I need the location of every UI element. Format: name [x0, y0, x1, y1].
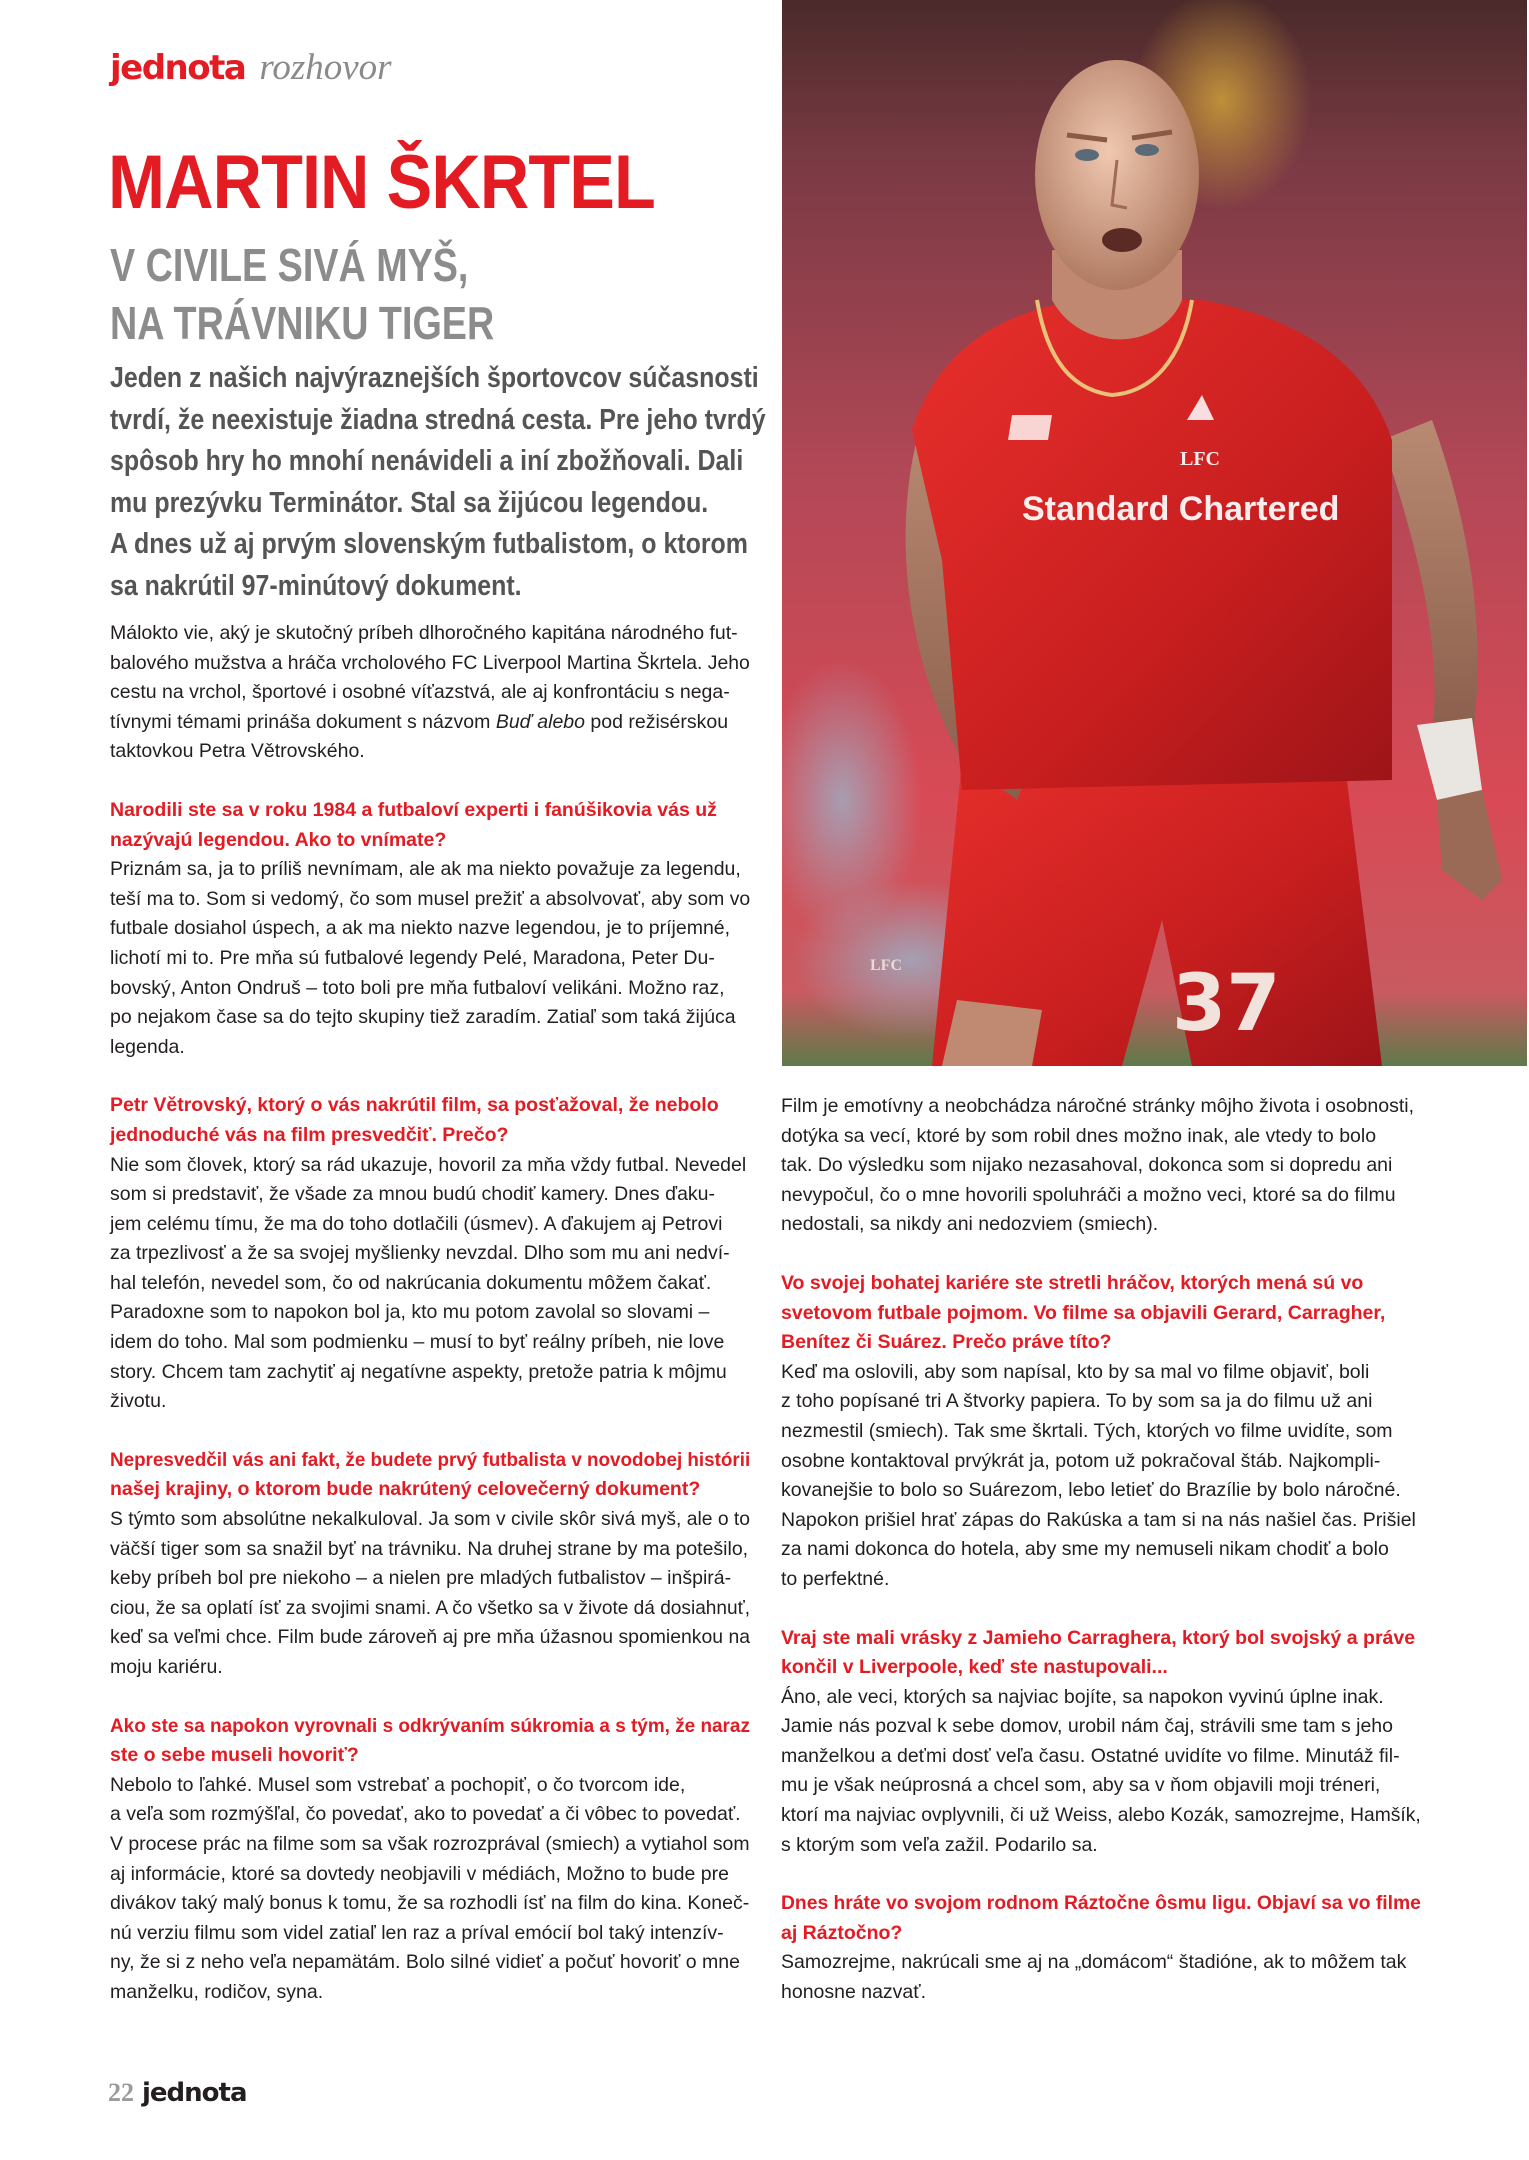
- answer-line: manželku, rodičov, syna.: [110, 1980, 324, 2003]
- article-subtitle: [110, 236, 494, 352]
- text-line: cestu na vrchol, športové i osobné víťazstvá, ale aj konfrontáciu s nega-: [110, 681, 730, 704]
- interview-answer: [781, 1683, 1421, 1861]
- answer-line: moju kariéru.: [110, 1656, 223, 1678]
- answer-line: nezmestil (smiech). Tak sme škrtali. Tých, ktorých vo filme uvidíte, som: [781, 1419, 1393, 1442]
- qa-block: [781, 1624, 1421, 1861]
- player-photo-illustration: [782, 0, 1527, 1066]
- answer-line: väčší tiger som sa snažil byť na trávniku. Na druhej strane by ma potešilo,: [110, 1537, 749, 1560]
- lead-line: sa nakrútil 97-minútový dokument.: [110, 569, 522, 602]
- answer-line: ciou, že sa oplatí ísť za svojimi snami. A čo všetko sa v živote dá dosiahnuť,: [110, 1596, 751, 1619]
- answer-line: legenda.: [110, 1035, 185, 1058]
- answer-line: lichotí mi to. Pre mňa sú futbalové legendy Pelé, Maradona, Peter Du-: [110, 946, 715, 969]
- qa-block: [781, 1889, 1421, 2007]
- masthead-brand-logo: jednota: [110, 48, 246, 88]
- question-line: Nepresvedčil vás ani fakt, že budete prvý futbalista v novodobej histórii: [110, 1448, 751, 1471]
- interview-question: [110, 796, 750, 855]
- interview-question: [781, 1269, 1421, 1358]
- film-title: Buď alebo: [495, 710, 585, 733]
- answer-line: za nami dokonca do hotela, aby sme my nemuseli nikam chodiť a bolo: [781, 1538, 1389, 1561]
- shorts-number: 37: [1172, 959, 1281, 1049]
- answer-line: životu.: [110, 1390, 167, 1413]
- intro-paragraph: [110, 619, 750, 767]
- text-line: dotýka sa vecí, ktoré by som robil dnes možno inak, ale vtedy to bolo: [781, 1124, 1377, 1147]
- text-line: tak. Do výsledku som nijako nezasahoval, dokonca som si dopredu ani: [781, 1154, 1393, 1177]
- answer-line: som si predstaviť, že všade za mnou budú chodiť kamery. Dnes ďaku-: [110, 1183, 716, 1206]
- new-balance-logo-icon: [1008, 415, 1052, 440]
- answer-line: jem celému tímu, že ma do toho dotlačili (úsmev). A ďakujem aj Petrovi: [110, 1212, 723, 1235]
- answer-line: s ktorým som veľa zažil. Podarilo sa.: [781, 1833, 1098, 1856]
- answer-line: po nejakom čase sa do tejto skupiny tiež zaradím. Zatiaľ som taká žijúca: [110, 1006, 736, 1029]
- answer-line: bovský, Anton Ondruš – toto boli pre mňa futbaloví velikáni. Možno raz,: [110, 976, 725, 999]
- masthead: [110, 46, 392, 96]
- answer-line: Napokon prišiel hrať zápas do Rakúska a tam si na nás našiel čas. Prišiel: [781, 1508, 1416, 1531]
- answer-line: teší ma to. Som si vedomý, čo som musel prežiť a absolvovať, aby som vo: [110, 887, 751, 910]
- crest-text: LFC: [1180, 448, 1220, 470]
- answer-line: a veľa som rozmýšľal, čo povedať, ako to povedať a či vôbec to povedať.: [110, 1803, 741, 1826]
- question-line: svetovom futbale pojmom. Vo filme sa objavili Gerard, Carragher,: [781, 1301, 1386, 1324]
- answer-line: nú verziu filmu som videl zatiaľ len raz a príval emócií bol taký intenzív-: [110, 1921, 724, 1944]
- answer-line: story. Chcem tam zachytiť aj negatívne aspekty, pretože patria k môjmu: [110, 1360, 727, 1383]
- answer-line: idem do toho. Mal som podmienku – musí to byť reálny príbeh, nie love: [110, 1331, 725, 1354]
- question-line: Benítez či Suárez. Prečo práve títo?: [781, 1331, 1112, 1354]
- text-segment: tívnymi témami prináša dokument s názvom: [110, 710, 496, 733]
- question-line: aj Ráztočno?: [781, 1921, 903, 1944]
- answer-line: ktorí ma najviac ovplyvnili, či už Weiss, alebo Kozák, samozrejme, Hamšík,: [781, 1804, 1421, 1827]
- page-footer: [108, 2078, 247, 2108]
- qa-list-right: [781, 1269, 1421, 2008]
- answer-line: V procese prác na filme som sa však rozrozprával (smiech) a vytiahol som: [110, 1832, 750, 1855]
- left-column: [110, 619, 750, 2037]
- text-line: [110, 708, 750, 738]
- right-column: [781, 1092, 1421, 2037]
- answer-line: Nebolo to ľahké. Musel som vstrebať a pochopiť, o čo tvorcom ide,: [110, 1773, 686, 1796]
- answer-line: Keď ma oslovili, aby som napísal, kto by sa mal vo filme objaviť, boli: [781, 1360, 1370, 1383]
- masthead-section-label: rozhovor: [259, 47, 392, 88]
- interview-question: [110, 1712, 750, 1771]
- text-line: nevypočul, čo o mne hovorili spoluhráči a možno veci, ktoré sa do filmu: [781, 1183, 1396, 1206]
- answer-line: futbale dosiahol úspech, a ak ma niekto nazve legendou, je to príjemné,: [110, 917, 731, 940]
- interview-question: [110, 1091, 750, 1150]
- answer-line: Priznám sa, ja to príliš nevnímam, ale ak ma niekto považuje za legendu,: [110, 858, 741, 881]
- qa-block: [110, 796, 750, 1062]
- question-line: Vraj ste mali vrásky z Jamieho Carraghera, ktorý bol svojský a práve: [781, 1626, 1416, 1649]
- article-lead: [110, 358, 766, 607]
- text-line: nedostali, sa nikdy ani nedozviem (smiech).: [781, 1213, 1159, 1236]
- question-line: jednoduché vás na film presvedčiť. Prečo?: [110, 1123, 509, 1146]
- question-line: našej krajiny, o ktorom bude nakrútený celovečerný dokument?: [110, 1478, 701, 1501]
- text-line: taktovkou Petra Větrovského.: [110, 740, 365, 763]
- lead-line: Jeden z našich najvýraznejších športovcov súčasnosti: [110, 362, 759, 394]
- qa-block: [110, 1712, 750, 2008]
- interview-answer: [781, 1948, 1421, 2007]
- answer-line: aj informácie, ktoré sa dovtedy neobjavili v médiách, Možno to bude pre: [110, 1862, 729, 1885]
- player-photo: [782, 0, 1527, 1066]
- text-line: balového mužstva a hráča vrcholového FC Liverpool Martina Škrtela. Jeho: [110, 651, 750, 674]
- subtitle-line: NA TRÁVNIKU TIGER: [110, 297, 495, 349]
- qa-block: [781, 1269, 1421, 1595]
- answer-line: honosne nazvať.: [781, 1981, 927, 2004]
- lead-line: tvrdí, že neexistuje žiadna stredná cesta. Pre jeho tvrdý: [110, 403, 766, 436]
- shorts-crest-text: LFC: [870, 957, 902, 974]
- answer-line: keby príbeh bol pre niekoho – a nielen pre mladých futbalistov – inšpirá-: [110, 1567, 732, 1590]
- sponsor-text: Standard Chartered: [1022, 490, 1340, 528]
- answer-line: Paradoxne som to napokon bol ja, kto mu potom zavolal so slovami –: [110, 1301, 710, 1324]
- answer-line: Áno, ale veci, ktorých sa najviac bojíte, sa napokon vyvinú úplne inak.: [781, 1685, 1384, 1708]
- question-line: ste o sebe museli hovoriť?: [110, 1744, 359, 1767]
- question-line: Narodili ste sa v roku 1984 a futbaloví experti i fanúšikovia vás už: [110, 798, 717, 821]
- interview-question: [110, 1446, 750, 1505]
- lead-line: spôsob hry ho mnohí nenávideli a iní zbožňovali. Dali: [110, 445, 744, 477]
- interview-answer: [110, 1151, 750, 1417]
- lead-line: mu prezývku Terminátor. Stal sa žijúcou legendou.: [110, 486, 709, 519]
- text-line: Film je emotívny a neobchádza náročné stránky môjho života i osobnosti,: [781, 1095, 1414, 1117]
- answer-line: divákov taký malý bonus k tomu, že sa rozhodli ísť na film do kina. Koneč-: [110, 1892, 750, 1915]
- answer-line: za trpezlivosť a že sa svojej myšlienky nevzdal. Dlho som mu ani nedví-: [110, 1242, 730, 1265]
- answer-line: hal telefón, nevedel som, čo od nakrúcania dokumentu môžem čakať.: [110, 1271, 712, 1294]
- text-segment: pod režisérskou: [584, 710, 729, 733]
- answer-line: S týmto som absolútne nekalkuloval. Ja som v civile skôr sivá myš, ale o to: [110, 1508, 751, 1531]
- answer-line: Nie som človek, ktorý sa rád ukazuje, hovoril za mňa vždy futbal. Nevedel: [110, 1153, 747, 1176]
- qa-list-left: [110, 796, 750, 2008]
- interview-question: [781, 1889, 1421, 1948]
- interview-answer: [110, 1771, 750, 2008]
- subtitle-line: V CIVILE SIVÁ MYŠ,: [110, 239, 469, 291]
- question-line: nazývajú legendou. Ako to vnímate?: [110, 828, 447, 851]
- text-line: Málokto vie, aký je skutočný príbeh dlhoročného kapitána národného fut-: [110, 622, 738, 644]
- answer-line: manželkou a deťmi dosť veľa času. Ostatné uvidíte vo filme. Minutáž fil-: [781, 1744, 1400, 1767]
- interview-answer: [110, 1505, 750, 1683]
- qa-block: [110, 1446, 750, 1683]
- answer-line: mu je však neúprosná a chcel som, aby sa v ňom objavili moji tréneri,: [781, 1774, 1381, 1797]
- answer-line: keď sa veľmi chce. Film bude zároveň aj pre mňa úžasnou spomienkou na: [110, 1626, 751, 1649]
- interview-question: [781, 1624, 1421, 1683]
- answer-line: to perfektné.: [781, 1567, 890, 1590]
- article-title: MARTIN ŠKRTEL: [108, 140, 655, 225]
- question-line: Dnes hráte vo svojom rodnom Ráztočne ôsmu ligu. Objaví sa vo filme: [781, 1892, 1421, 1915]
- question-line: Vo svojej bohatej kariére ste stretli hráčov, ktorých mená sú vo: [781, 1271, 1364, 1294]
- interview-answer: [110, 855, 750, 1062]
- page-number: 22: [108, 2078, 134, 2107]
- answer-line: osobne kontaktoval prvýkrát ja, potom už pokračoval štáb. Najkompli-: [781, 1449, 1381, 1472]
- qa-block: [110, 1091, 750, 1417]
- answer-line: kovanejšie to bolo so Suárezom, lebo letieť do Brazílie by bolo náročné.: [781, 1479, 1401, 1502]
- continued-answer: [781, 1092, 1421, 1240]
- question-line: končil v Liverpoole, keď ste nastupovali...: [781, 1656, 1168, 1679]
- question-line: Petr Větrovský, ktorý o vás nakrútil film, sa posťažoval, že nebolo: [110, 1094, 719, 1117]
- interview-answer: [781, 1358, 1421, 1595]
- answer-line: Samozrejme, nakrúcali sme aj na „domácom“ štadióne, ak to môžem tak: [781, 1951, 1407, 1974]
- footer-brand-logo: jednota: [142, 2078, 247, 2108]
- answer-line: Jamie nás pozval k sebe domov, urobil nám čaj, strávili sme tam s jeho: [781, 1715, 1393, 1738]
- answer-line: ny, že si z neho veľa nepamätám. Bolo silné vidieť a počuť hovoriť o mne: [110, 1951, 740, 1974]
- lead-line: A dnes už aj prvým slovenským futbalistom, o ktorom: [110, 528, 748, 560]
- answer-line: z toho popísané tri A štvorky papiera. To by som sa ja do filmu už ani: [781, 1390, 1373, 1413]
- question-line: Ako ste sa napokon vyrovnali s odkrývaním súkromia a s tým, že naraz: [110, 1714, 750, 1737]
